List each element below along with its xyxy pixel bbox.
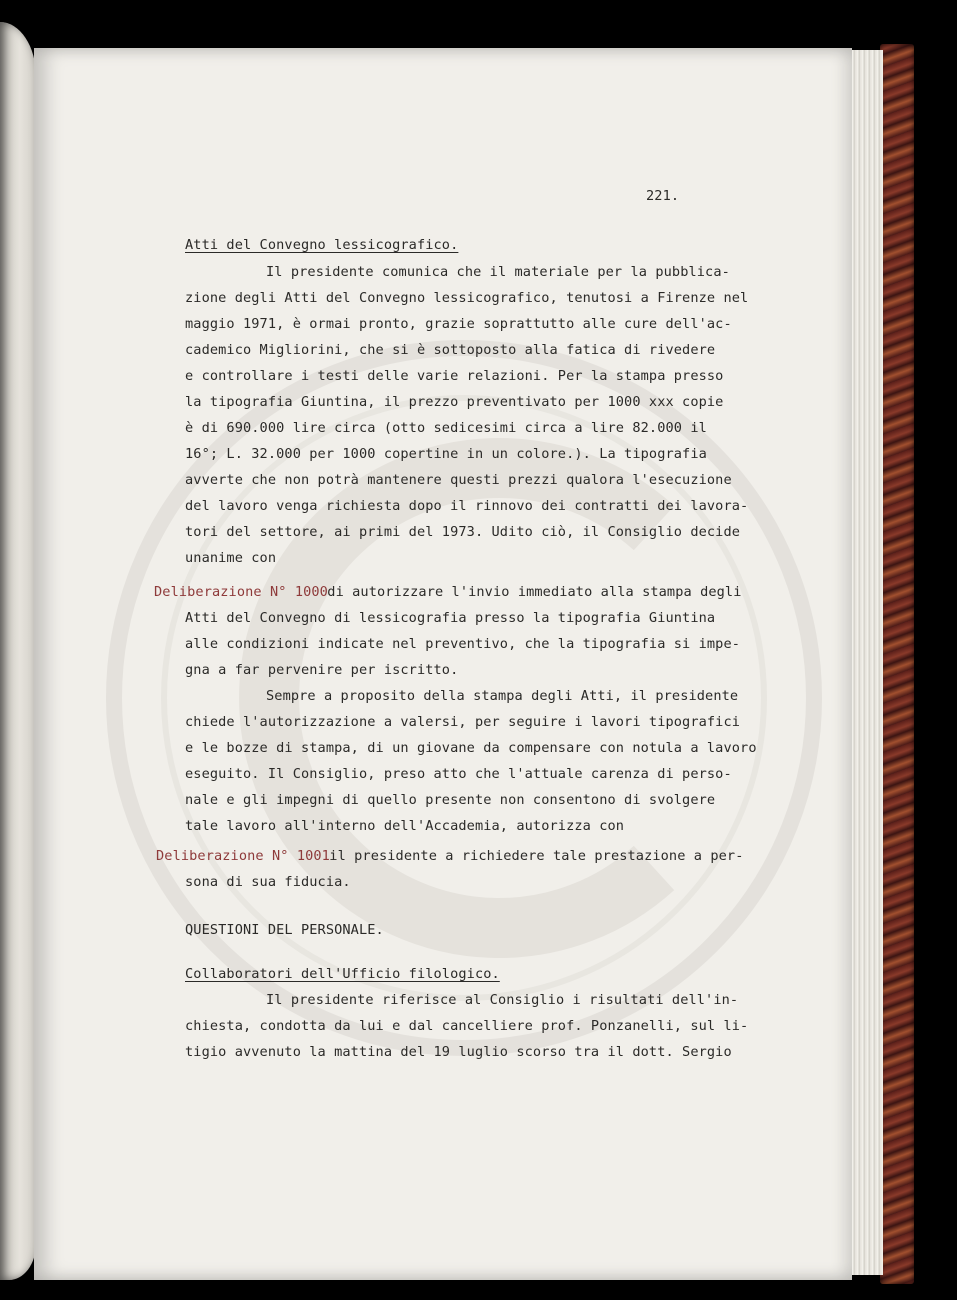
paragraph-line: zione degli Atti del Convegno lessicografico, tenutosi a Firenze nel: [185, 290, 749, 306]
paragraph-line: e le bozze di stampa, di un giovane da compensare con notula a lavoro: [185, 740, 757, 756]
paragraph-line: cademico Migliorini, che si è sottoposto alla fatica di rivedere: [185, 342, 716, 358]
book-cover-edge: [880, 44, 914, 1284]
paragraph-line: tigio avvenuto la mattina del 19 luglio scorso tra il dott. Sergio: [185, 1044, 732, 1060]
paragraph-line: maggio 1971, è ormai pronto, grazie soprattutto alle cure dell'ac-: [185, 316, 732, 332]
paragraph-line: del lavoro venga richiesta dopo il rinnovo dei contratti dei lavora-: [185, 498, 749, 514]
paragraph-line: il presidente a richiedere tale prestazione a per-: [321, 848, 744, 864]
paragraph-line: tori del settore, ai primi del 1973. Udito ciò, il Consiglio decide: [185, 524, 741, 540]
paragraph-line: è di 690.000 lire circa (otto sedicesimi circa a lire 82.000 il: [185, 420, 707, 436]
paragraph-line: Il presidente riferisce al Consiglio i risultati dell'in-: [266, 992, 739, 1008]
page-number: 221.: [646, 188, 680, 204]
paragraph-line: sona di sua fiducia.: [185, 874, 351, 890]
section-heading-collaboratori: Collaboratori dell'Ufficio filologico.: [185, 966, 500, 982]
paragraph-line: nale e gli impegni di quello presente non consentono di svolgere: [185, 792, 716, 808]
paragraph-line: e controllare i testi delle varie relazioni. Per la stampa presso: [185, 368, 724, 384]
page-stack-edge: [850, 50, 883, 1275]
paragraph-line: Il presidente comunica che il materiale per la pubblica-: [266, 264, 730, 280]
paragraph-line: gna a far pervenire per iscritto.: [185, 662, 459, 678]
paragraph-line: chiede l'autorizzazione a valersi, per seguire i lavori tipografici: [185, 714, 741, 730]
paragraph-line: 16°; L. 32.000 per 1000 copertine in un colore.). La tipografia: [185, 446, 707, 462]
paragraph-line: di autorizzare l'invio immediato alla stampa degli: [319, 584, 742, 600]
section-heading-atti: Atti del Convegno lessicografico.: [185, 237, 459, 253]
paragraph-line: avverte che non potrà mantenere questi prezzi qualora l'esecuzione: [185, 472, 732, 488]
paragraph-line: la tipografia Giuntina, il prezzo preventivato per 1000 xxx copie: [185, 394, 724, 410]
paragraph-line: alle condizioni indicate nel preventivo, che la tipografia si impe-: [185, 636, 741, 652]
deliberation-label: Deliberazione N° 1001: [156, 848, 330, 864]
paragraph-line: eseguito. Il Consiglio, preso atto che l'attuale carenza di perso-: [185, 766, 732, 782]
deliberation-label: Deliberazione N° 1000: [154, 584, 328, 600]
paragraph-line: chiesta, condotta da lui e dal cancelliere prof. Ponzanelli, sul li-: [185, 1018, 749, 1034]
paragraph-line: tale lavoro all'interno dell'Accademia, autorizza con: [185, 818, 625, 834]
section-heading-personale: QUESTIONI DEL PERSONALE.: [185, 922, 384, 938]
paragraph-line: Atti del Convegno di lessicografia presso la tipografia Giuntina: [185, 610, 716, 626]
paragraph-line: unanime con: [185, 550, 277, 566]
previous-page-edge: [0, 22, 36, 1280]
document-page: [34, 48, 852, 1280]
paragraph-line: Sempre a proposito della stampa degli Atti, il presidente: [266, 688, 739, 704]
